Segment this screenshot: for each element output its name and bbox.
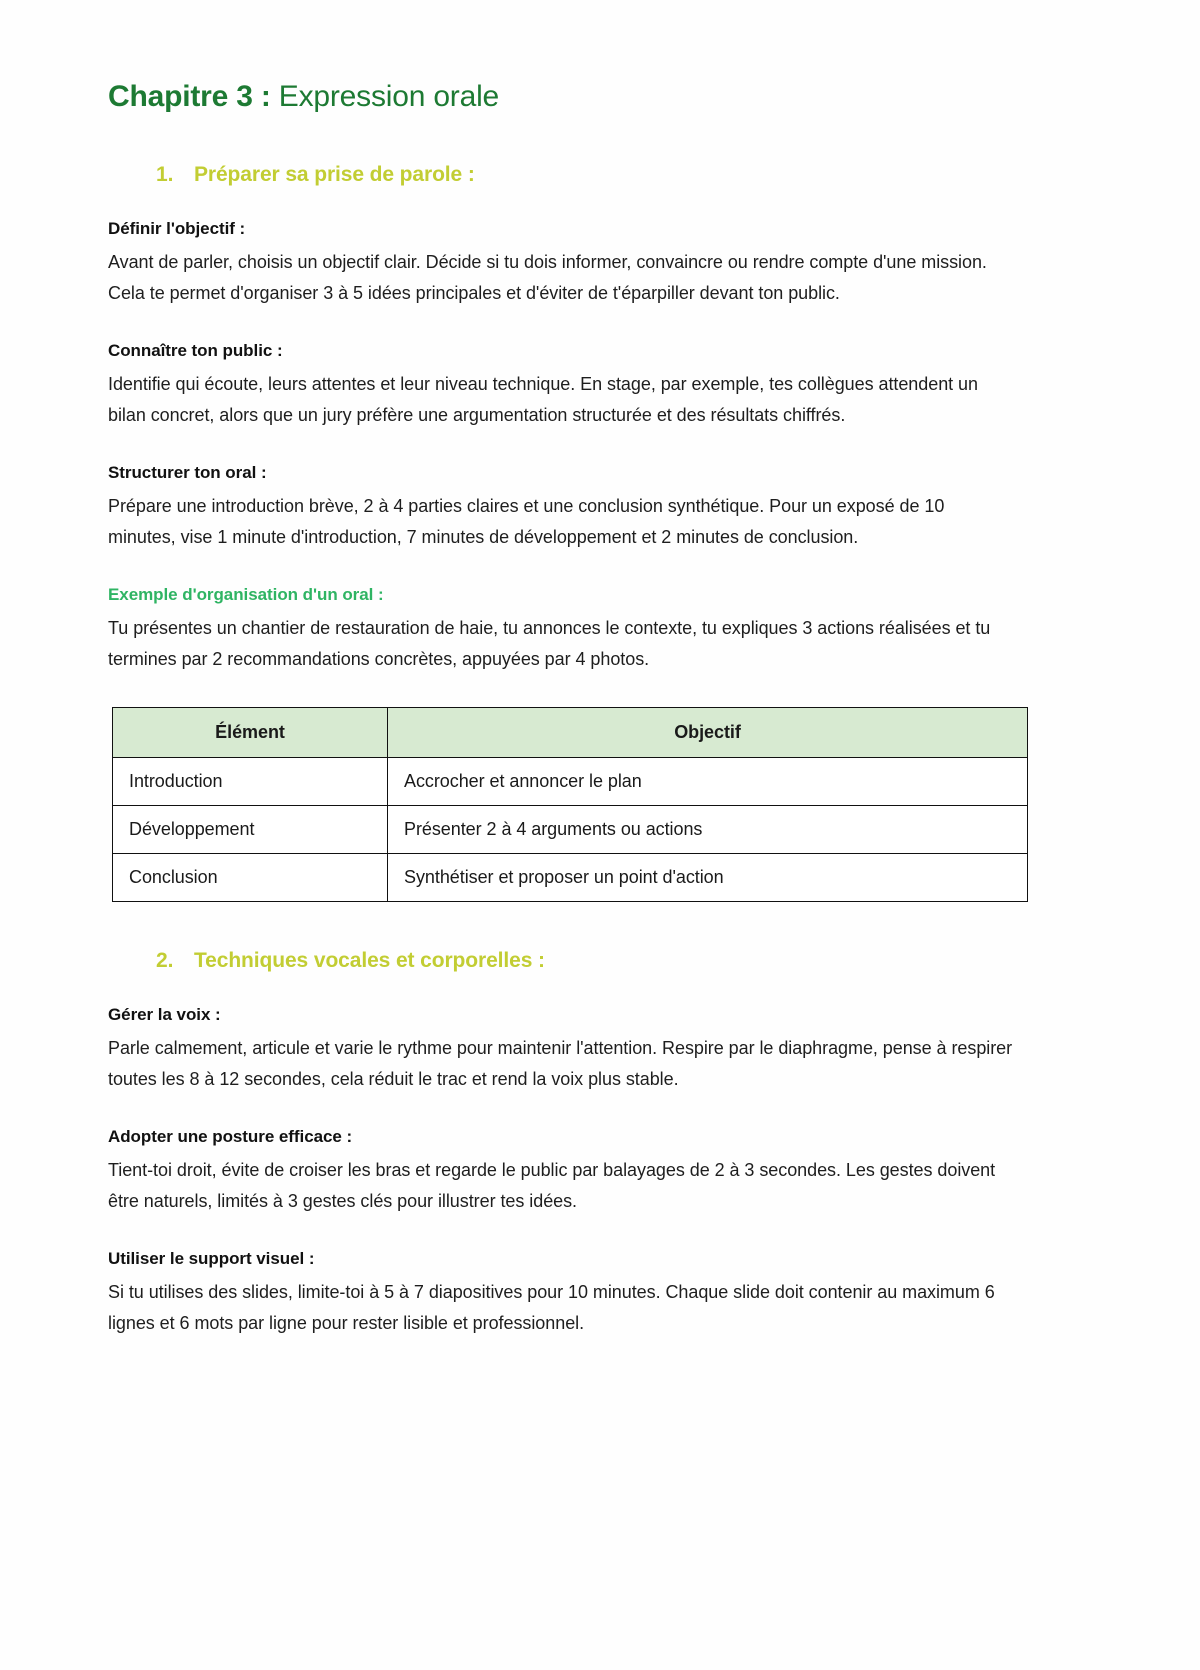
table-cell-objectif: Accrocher et annoncer le plan — [388, 757, 1028, 805]
section-number-2: 2. — [156, 948, 174, 972]
table-cell-element: Conclusion — [113, 853, 388, 901]
block-body: Parle calmement, articule et varie le rythme pour maintenir l'attention. Respire par le diaphragme, pense à respirer toutes les 8 à 12 secondes, cela réduit le trac et rend la voix plus stable. — [108, 1037, 1013, 1089]
block-body: Prépare une introduction brève, 2 à 4 parties claires et une conclusion synthétique. Pour un exposé de 10 minutes, vise 1 minute d'introduction, 7 minutes de développement et 2 minutes de conclusion. — [108, 495, 945, 547]
section-number-1: 1. — [156, 162, 174, 186]
table-cell-element: Développement — [113, 805, 388, 853]
organisation-table — [112, 707, 1028, 902]
block-exemple-organisation — [108, 584, 1092, 675]
block-title-accent: Exemple d'organisation d'un oral : — [108, 584, 384, 604]
table-header-objectif: Objectif — [388, 707, 1028, 757]
block-title: Définir l'objectif : — [108, 218, 246, 238]
block-gerer-voix — [108, 1004, 1092, 1095]
table-header-element: Élément — [113, 707, 388, 757]
section-heading-1 — [156, 163, 1092, 187]
table-row — [113, 853, 1028, 901]
block-title: Gérer la voix : — [108, 1004, 221, 1024]
block-body: Avant de parler, choisis un objectif clair. Décide si tu dois informer, convaincre ou rendre compte d'une mission. Cela te permet d'organiser 3 à 5 idées principales et d'éviter de t'éparpiller devant ton public. — [108, 251, 987, 303]
block-structurer-oral — [108, 462, 1092, 553]
block-title: Connaître ton public : — [108, 340, 283, 360]
chapter-label: Chapitre 3 : — [108, 80, 271, 113]
table-row — [113, 757, 1028, 805]
chapter-subject: Expression orale — [270, 80, 500, 113]
table-cell-objectif: Présenter 2 à 4 arguments ou actions — [388, 805, 1028, 853]
block-support-visuel — [108, 1248, 1092, 1339]
table-cell-element: Introduction — [113, 757, 388, 805]
section-title-1: Préparer sa prise de parole : — [194, 162, 475, 186]
block-body: Identifie qui écoute, leurs attentes et leur niveau technique. En stage, par exemple, tes collègues attendent un bilan concret, alors que un jury préfère une argumentation structurée et des résultats chiffrés. — [108, 373, 978, 425]
block-title: Utiliser le support visuel : — [108, 1248, 315, 1268]
block-body: Tu présentes un chantier de restauration de haie, tu annonces le contexte, tu expliques 3 actions réalisées et tu termines par 2 recommandations concrètes, appuyées par 4 photos. — [108, 617, 991, 669]
table-header-row — [113, 707, 1028, 757]
page-title — [108, 78, 1092, 116]
table-cell-objectif: Synthétiser et proposer un point d'action — [388, 853, 1028, 901]
table-row — [113, 805, 1028, 853]
section-title-2: Techniques vocales et corporelles : — [194, 948, 545, 972]
block-title: Adopter une posture efficace : — [108, 1126, 353, 1146]
block-title: Structurer ton oral : — [108, 462, 267, 482]
block-body: Si tu utilises des slides, limite-toi à 5 à 7 diapositives pour 10 minutes. Chaque slide doit contenir au maximum 6 lignes et 6 mots par ligne pour rester lisible et professionnel. — [108, 1281, 995, 1333]
block-body: Tient-toi droit, évite de croiser les bras et regarde le public par balayages de 2 à 3 secondes. Les gestes doivent être naturels, limités à 3 gestes clés pour illustrer tes idées. — [108, 1159, 996, 1211]
block-connaitre-public — [108, 340, 1092, 431]
block-posture-efficace — [108, 1126, 1092, 1217]
block-definir-objectif — [108, 218, 1092, 309]
section-heading-2 — [156, 949, 1092, 973]
